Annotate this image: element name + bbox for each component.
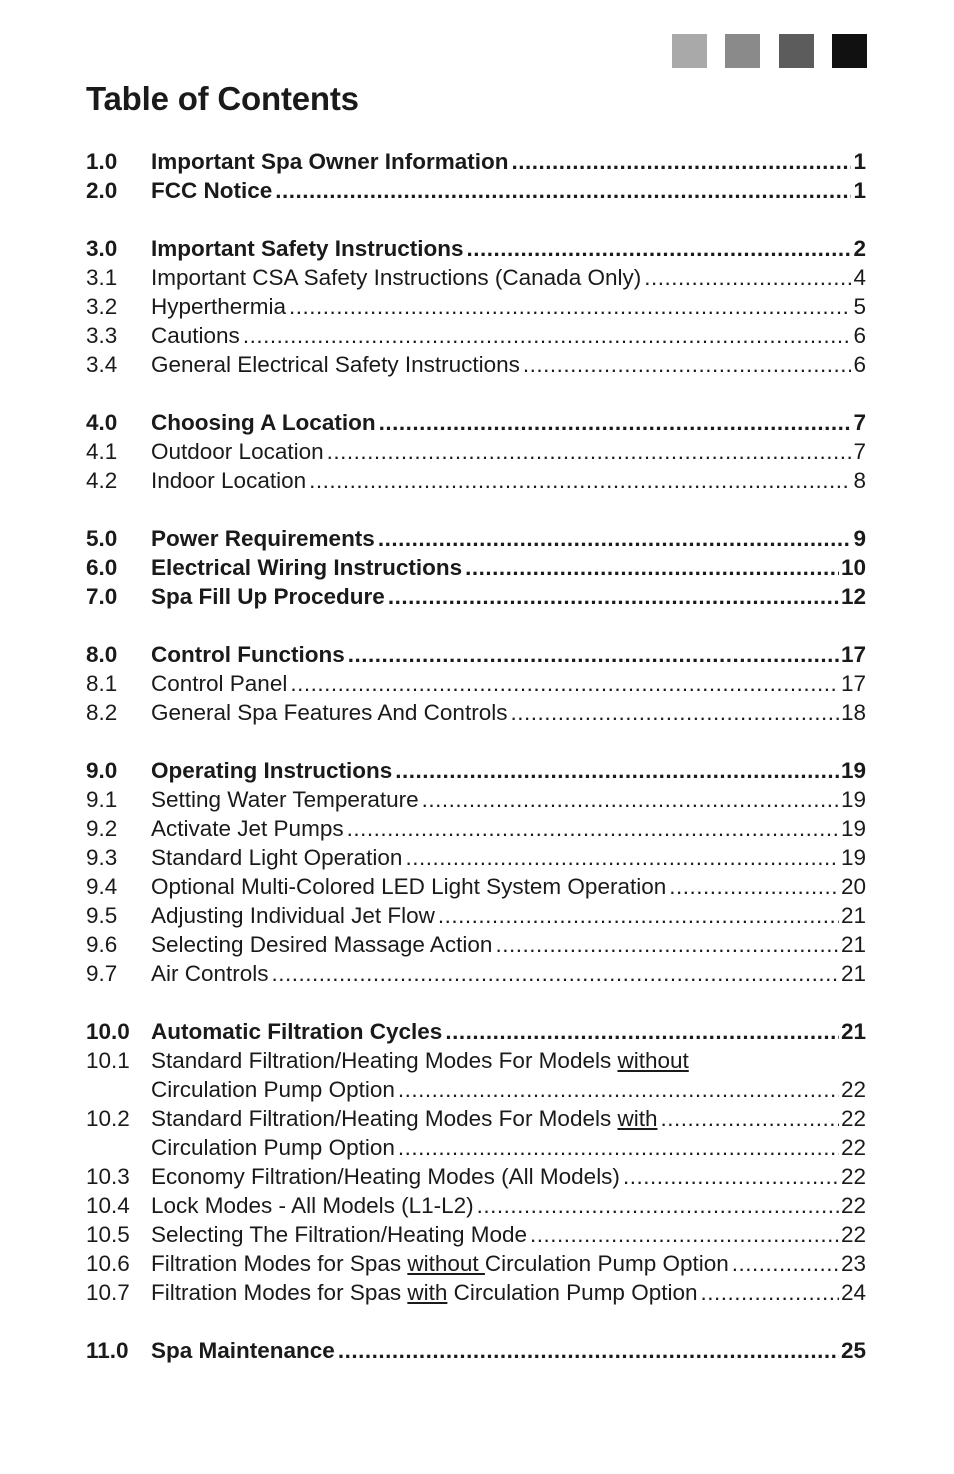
entry-title: Control Panel xyxy=(151,671,288,696)
entry-number: 9.1 xyxy=(86,787,118,812)
page-title: Table of Contents xyxy=(86,80,359,117)
dot-leader xyxy=(701,1278,839,1307)
entry-number: 4.1 xyxy=(86,439,118,464)
toc-entry-5-0[interactable] xyxy=(86,524,866,553)
gray-square-2 xyxy=(725,34,760,68)
toc-entry-10-0[interactable] xyxy=(86,1017,866,1046)
entry-title: Air Controls xyxy=(151,961,269,986)
toc-entry-6-0[interactable] xyxy=(86,553,866,582)
toc-entry-10-4[interactable] xyxy=(86,1191,866,1220)
entry-page: 24 xyxy=(840,1280,866,1305)
entry-number: 1.0 xyxy=(86,149,118,174)
toc-list xyxy=(86,147,866,1365)
entry-number: 8.0 xyxy=(86,642,118,667)
entry-number: 10.1 xyxy=(86,1048,130,1073)
entry-title: Outdoor Location xyxy=(151,439,324,464)
entry-number: 2.0 xyxy=(86,178,118,203)
dot-leader xyxy=(289,292,851,321)
dot-leader xyxy=(660,1104,838,1133)
gray-square-3 xyxy=(779,34,814,68)
toc-entry-3-4[interactable] xyxy=(86,350,866,379)
dot-leader xyxy=(438,901,839,930)
dot-leader xyxy=(398,1133,839,1162)
entry-title: Standard Light Operation xyxy=(151,845,403,870)
entry-title: Setting Water Temperature xyxy=(151,787,419,812)
entry-page: 22 xyxy=(840,1164,866,1189)
entry-number: 4.2 xyxy=(86,468,118,493)
entry-page: 17 xyxy=(840,671,866,696)
entry-title: Power Requirements xyxy=(151,526,375,551)
black-square-4 xyxy=(832,34,867,68)
entry-title xyxy=(151,1046,689,1075)
toc-entry-3-3[interactable] xyxy=(86,321,866,350)
entry-page: 25 xyxy=(840,1338,866,1363)
entry-page: 19 xyxy=(840,787,866,812)
dot-leader xyxy=(732,1249,839,1278)
entry-page: 22 xyxy=(840,1193,866,1218)
dot-leader xyxy=(445,1017,839,1046)
toc-entry-10-5[interactable] xyxy=(86,1220,866,1249)
entry-title-text-post: Circulation Pump Option xyxy=(447,1280,698,1305)
entry-number: 10.2 xyxy=(86,1106,130,1131)
toc-entry-7-0[interactable] xyxy=(86,582,866,611)
dot-leader xyxy=(510,698,839,727)
entry-title: Important Spa Owner Information xyxy=(151,149,509,174)
entry-number: 10.4 xyxy=(86,1193,130,1218)
toc-entry-9-1[interactable] xyxy=(86,785,866,814)
entry-page: 2 xyxy=(853,236,866,261)
entry-number: 7.0 xyxy=(86,584,118,609)
dot-leader xyxy=(623,1162,839,1191)
entry-title-underlined: with xyxy=(617,1106,658,1131)
entry-page: 6 xyxy=(853,323,866,348)
entry-page: 19 xyxy=(840,845,866,870)
toc-entry-10-2-cont[interactable] xyxy=(86,1133,866,1162)
toc-entry-8-2[interactable] xyxy=(86,698,866,727)
entry-title: Circulation Pump Option xyxy=(151,1077,395,1102)
dot-leader xyxy=(523,350,852,379)
entry-page: 10 xyxy=(840,555,866,580)
entry-number: 9.0 xyxy=(86,758,118,783)
entry-number: 3.0 xyxy=(86,236,118,261)
toc-entry-10-1[interactable] xyxy=(86,1046,866,1075)
entry-page: 21 xyxy=(840,932,866,957)
entry-number: 10.3 xyxy=(86,1164,130,1189)
entry-number: 3.3 xyxy=(86,323,118,348)
entry-title: Indoor Location xyxy=(151,468,307,493)
toc-entry-8-0[interactable] xyxy=(86,640,866,669)
entry-title xyxy=(151,1278,698,1307)
toc-entry-10-2[interactable] xyxy=(86,1104,866,1133)
dot-leader xyxy=(512,147,852,176)
dot-leader xyxy=(495,930,839,959)
toc-entry-3-1[interactable] xyxy=(86,263,866,292)
dot-leader xyxy=(243,321,852,350)
entry-number: 8.2 xyxy=(86,700,118,725)
entry-number: 9.2 xyxy=(86,816,118,841)
entry-number: 5.0 xyxy=(86,526,118,551)
entry-number: 9.4 xyxy=(86,874,118,899)
dot-leader xyxy=(388,582,839,611)
entry-page: 8 xyxy=(853,468,866,493)
toc-entry-11-0[interactable] xyxy=(86,1336,866,1365)
toc-entry-8-1[interactable] xyxy=(86,669,866,698)
entry-title-text: Standard Filtration/Heating Modes For Models xyxy=(151,1048,618,1073)
dot-leader xyxy=(272,959,839,988)
entry-number: 8.1 xyxy=(86,671,118,696)
entry-number: 3.2 xyxy=(86,294,118,319)
entry-title-text: Standard Filtration/Heating Modes For Models xyxy=(151,1106,618,1131)
entry-title-underlined: with xyxy=(407,1280,448,1305)
entry-number: 9.6 xyxy=(86,932,118,957)
entry-title-text: Filtration Modes for Spas xyxy=(151,1251,408,1276)
toc-entry-10-7[interactable] xyxy=(86,1278,866,1307)
dot-leader xyxy=(378,524,852,553)
entry-title xyxy=(151,1249,729,1278)
entry-number: 3.4 xyxy=(86,352,118,377)
entry-title: Choosing A Location xyxy=(151,410,376,435)
entry-title: Important Safety Instructions xyxy=(151,236,464,261)
entry-title: Adjusting Individual Jet Flow xyxy=(151,903,435,928)
entry-title xyxy=(151,1104,657,1133)
dot-leader xyxy=(398,1075,839,1104)
dot-leader xyxy=(465,553,839,582)
entry-number: 10.0 xyxy=(86,1019,130,1044)
entry-page: 7 xyxy=(853,439,866,464)
entry-number: 4.0 xyxy=(86,410,118,435)
entry-title: Important CSA Safety Instructions (Canada Only) xyxy=(151,265,642,290)
toc-entry-9-0[interactable] xyxy=(86,756,866,785)
dot-leader xyxy=(467,234,852,263)
entry-title: Circulation Pump Option xyxy=(151,1135,395,1160)
toc-entry-9-2[interactable] xyxy=(86,814,866,843)
entry-title: Lock Modes - All Models (L1-L2) xyxy=(151,1193,474,1218)
entry-page: 18 xyxy=(840,700,866,725)
entry-page: 1 xyxy=(853,149,866,174)
toc-entry-4-1[interactable] xyxy=(86,437,866,466)
dot-leader xyxy=(395,756,839,785)
dot-leader xyxy=(422,785,839,814)
entry-title: Selecting Desired Massage Action xyxy=(151,932,493,957)
entry-title: Hyperthermia xyxy=(151,294,287,319)
entry-number: 10.5 xyxy=(86,1222,130,1247)
entry-page: 21 xyxy=(840,903,866,928)
dot-leader xyxy=(669,872,839,901)
entry-page: 19 xyxy=(840,758,866,783)
entry-title: Automatic Filtration Cycles xyxy=(151,1019,443,1044)
dot-leader xyxy=(290,669,839,698)
entry-page: 4 xyxy=(853,265,866,290)
entry-page: 12 xyxy=(840,584,866,609)
toc-entry-9-4[interactable] xyxy=(86,872,866,901)
entry-title: Spa Maintenance xyxy=(151,1338,335,1363)
dot-leader xyxy=(338,1336,839,1365)
entry-page: 23 xyxy=(840,1251,866,1276)
entry-title: Operating Instructions xyxy=(151,758,393,783)
toc-entry-9-7[interactable] xyxy=(86,959,866,988)
entry-title-underlined: without xyxy=(617,1048,689,1073)
entry-title: Cautions xyxy=(151,323,240,348)
dot-leader xyxy=(477,1191,839,1220)
toc-entry-10-3[interactable] xyxy=(86,1162,866,1191)
entry-title-text: Filtration Modes for Spas xyxy=(151,1280,408,1305)
entry-title: Optional Multi-Colored LED Light System Operation xyxy=(151,874,667,899)
entry-page: 6 xyxy=(853,352,866,377)
entry-page: 5 xyxy=(853,294,866,319)
toc-entry-9-6[interactable] xyxy=(86,930,866,959)
entry-page: 22 xyxy=(840,1222,866,1247)
entry-number: 11.0 xyxy=(86,1338,129,1363)
entry-title: General Electrical Safety Instructions xyxy=(151,352,520,377)
entry-number: 9.3 xyxy=(86,845,118,870)
entry-number: 10.6 xyxy=(86,1251,130,1276)
entry-page: 20 xyxy=(840,874,866,899)
dot-leader xyxy=(348,640,839,669)
toc-entry-4-2[interactable] xyxy=(86,466,866,495)
dot-leader xyxy=(379,408,852,437)
dot-leader xyxy=(309,466,851,495)
entry-page: 17 xyxy=(840,642,866,667)
toc-entry-9-5[interactable] xyxy=(86,901,866,930)
entry-title: Activate Jet Pumps xyxy=(151,816,344,841)
entry-title: Control Functions xyxy=(151,642,345,667)
dot-leader xyxy=(327,437,852,466)
toc-entry-9-3[interactable] xyxy=(86,843,866,872)
entry-number: 3.1 xyxy=(86,265,118,290)
entry-title: Economy Filtration/Heating Modes (All Models) xyxy=(151,1164,620,1189)
gray-square-1 xyxy=(672,34,707,68)
entry-page: 22 xyxy=(840,1077,866,1102)
dot-leader xyxy=(275,176,851,205)
entry-number: 9.5 xyxy=(86,903,118,928)
entry-title: Spa Fill Up Procedure xyxy=(151,584,385,609)
toc-entry-1-0[interactable] xyxy=(86,147,866,176)
entry-page: 9 xyxy=(853,526,866,551)
entry-number: 6.0 xyxy=(86,555,118,580)
dot-leader xyxy=(530,1220,839,1249)
toc-entry-3-0[interactable] xyxy=(86,234,866,263)
toc-entry-2-0[interactable] xyxy=(86,176,866,205)
entry-page: 1 xyxy=(853,178,866,203)
entry-title: Selecting The Filtration/Heating Mode xyxy=(151,1222,528,1247)
dot-leader xyxy=(644,263,851,292)
dot-leader xyxy=(405,843,839,872)
entry-number: 9.7 xyxy=(86,961,118,986)
entry-number: 10.7 xyxy=(86,1280,130,1305)
toc-entry-10-6[interactable] xyxy=(86,1249,866,1278)
entry-page: 22 xyxy=(840,1135,866,1160)
entry-title: FCC Notice xyxy=(151,178,273,203)
entry-page: 7 xyxy=(853,410,866,435)
entry-page: 21 xyxy=(840,1019,866,1044)
entry-title-underlined: without xyxy=(407,1251,485,1276)
entry-title-text-post: Circulation Pump Option xyxy=(484,1251,729,1276)
toc-entry-3-2[interactable] xyxy=(86,292,866,321)
entry-page: 22 xyxy=(840,1106,866,1131)
entry-title: Electrical Wiring Instructions xyxy=(151,555,463,580)
entry-title: General Spa Features And Controls xyxy=(151,700,508,725)
toc-entry-4-0[interactable] xyxy=(86,408,866,437)
toc-entry-10-1-cont[interactable] xyxy=(86,1075,866,1104)
dot-leader xyxy=(347,814,839,843)
entry-page: 21 xyxy=(840,961,866,986)
entry-page: 19 xyxy=(840,816,866,841)
